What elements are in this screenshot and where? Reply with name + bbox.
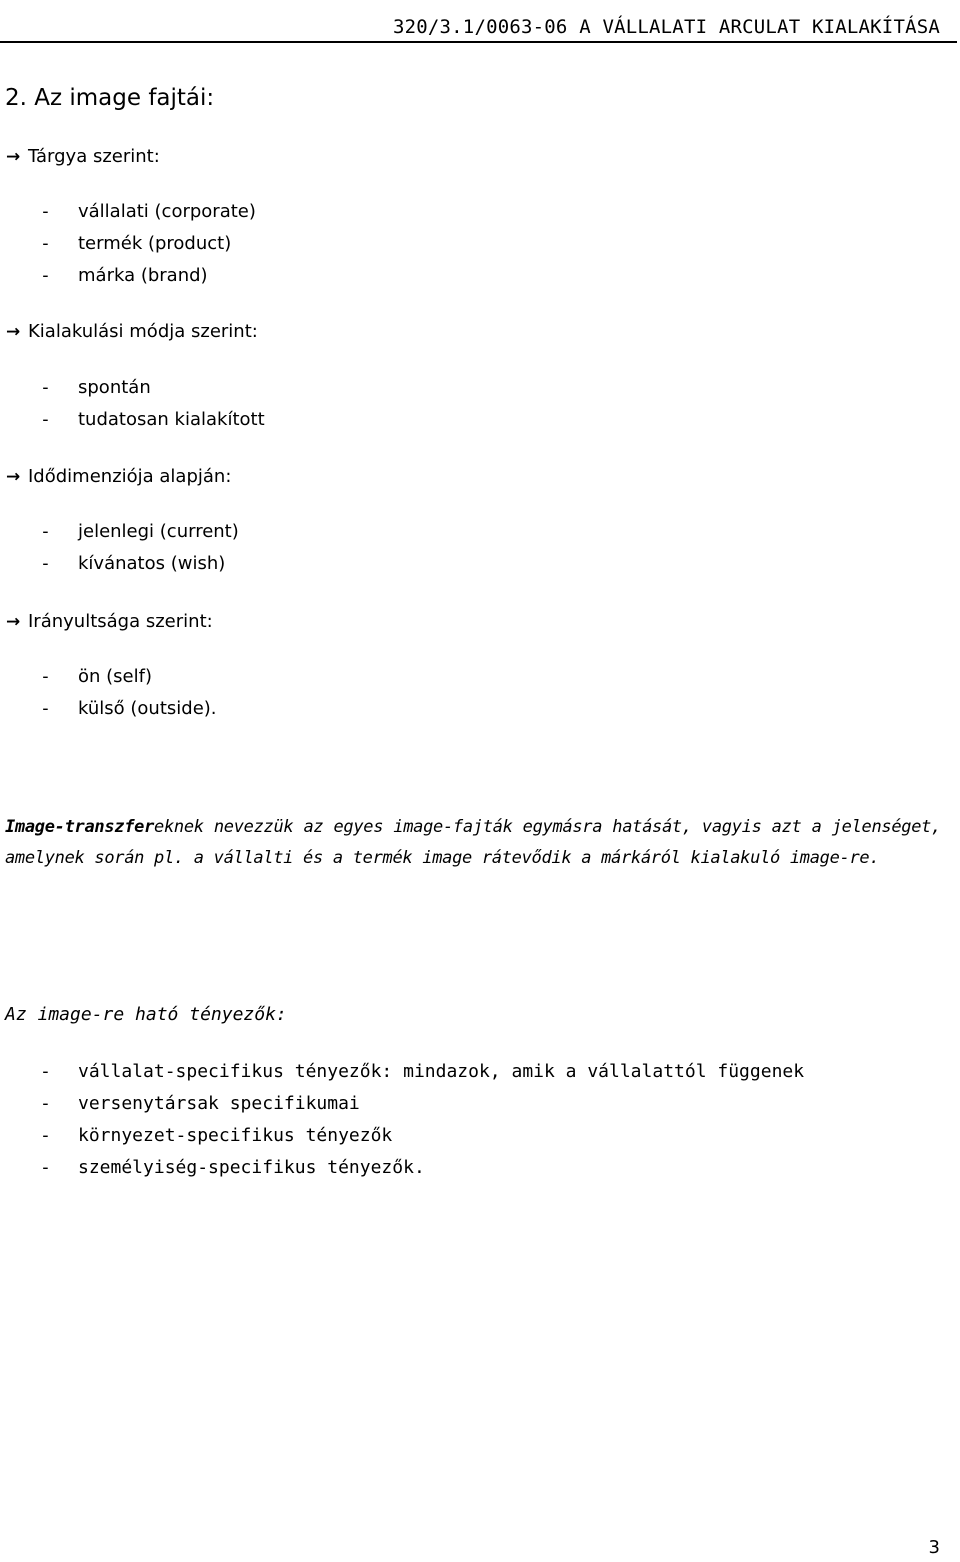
list-dash: - (40, 1061, 51, 1082)
list-dash: - (40, 698, 51, 719)
arrow-right-icon: → (6, 322, 21, 342)
list-item-text: ön (self) (78, 666, 152, 687)
list-dash: - (40, 265, 51, 286)
list-item-text: külső (outside). (78, 698, 217, 719)
running-header: 320/3.1/0063-06 A VÁLLALATI ARCULAT KIALAKÍTÁSA (392, 16, 940, 38)
list-item-text: vállalati (corporate) (78, 201, 256, 222)
list-item-text: kívánatos (wish) (78, 553, 226, 574)
list-dash: - (40, 666, 51, 687)
list-item-text: versenytársak specifikumai (78, 1093, 360, 1114)
group-heading-label: Idődimenziója alapján: (28, 466, 232, 487)
factors-heading: Az image-re ható tényezők: (5, 1004, 287, 1025)
list-dash: - (40, 201, 51, 222)
arrow-right-icon: → (6, 467, 21, 487)
list-item-text: vállalat-specifikus tényezők: mindazok, amik a vállalattól függenek (78, 1061, 805, 1082)
list-dash: - (40, 233, 51, 254)
section-title: 2. Az image fajtái: (5, 85, 215, 111)
group-heading-kialakulasi (6, 321, 258, 343)
list-item-text: spontán (78, 377, 151, 398)
term-highlight: Image-transzfer (5, 817, 155, 837)
header-rule (0, 41, 957, 43)
list-item-text: környezet-specifikus tényezők (78, 1125, 393, 1146)
list-dash: - (40, 377, 51, 398)
list-item-text: termék (product) (78, 233, 232, 254)
list-dash: - (40, 1157, 51, 1178)
group-heading-idodimenzio (6, 466, 231, 488)
paragraph-text: eknek nevezzük az egyes image-fajták egymásra hatását, vagyis azt a jelenséget, amelynek során pl. a vállalti és a termék image rátevődik a márkáról kialakuló image-re. (5, 817, 941, 868)
group-heading-label: Kialakulási módja szerint: (28, 321, 258, 342)
list-dash: - (40, 553, 51, 574)
list-dash: - (40, 521, 51, 542)
list-dash: - (40, 1125, 51, 1146)
list-dash: - (40, 409, 51, 430)
group-heading-iranyultsag (6, 611, 213, 633)
list-item-text: márka (brand) (78, 265, 208, 286)
group-heading-label: Irányultsága szerint: (28, 611, 213, 632)
group-heading-label: Tárgya szerint: (28, 146, 160, 167)
image-transfer-paragraph (5, 812, 941, 874)
list-dash: - (40, 1093, 51, 1114)
arrow-right-icon: → (6, 147, 21, 167)
list-item-text: tudatosan kialakított (78, 409, 265, 430)
list-item-text: személyiség-specifikus tényezők. (78, 1157, 425, 1178)
page-number: 3 (928, 1537, 940, 1558)
group-heading-targya (6, 146, 160, 168)
arrow-right-icon: → (6, 612, 21, 632)
list-item-text: jelenlegi (current) (78, 521, 239, 542)
